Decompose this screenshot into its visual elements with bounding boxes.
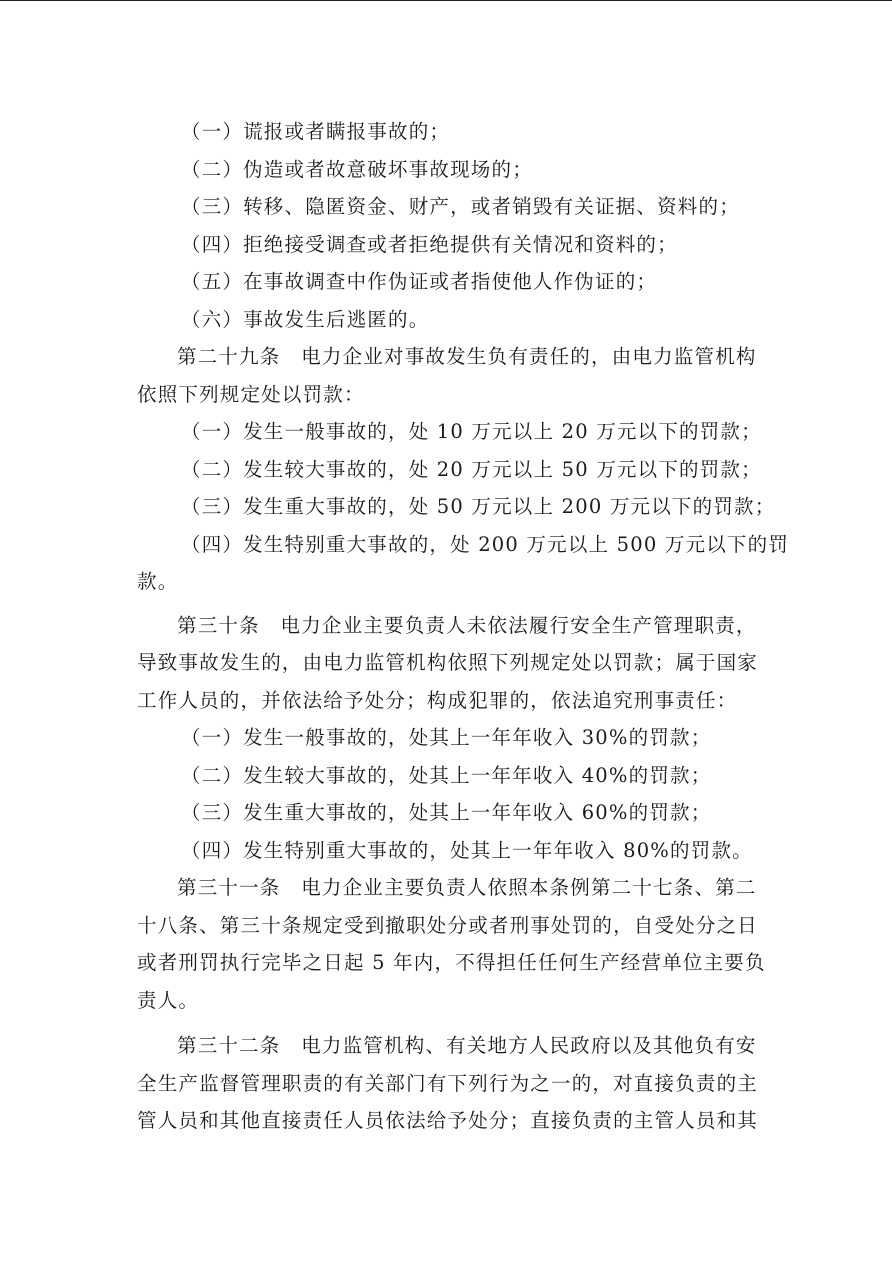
text-line: 十八条、第三十条规定受到撤职处分或者刑事处罚的，自受处分之日 [137, 913, 759, 937]
document-body [137, 113, 790, 1140]
text-line: （二）发生较大事故的，处其上一年年收入 40%的罚款； [181, 763, 712, 787]
text-line: （三）发生重大事故的，处其上一年年收入 60%的罚款； [181, 801, 712, 824]
text-line: （一）发生一般事故的，处其上一年年收入 30%的罚款； [181, 726, 712, 749]
text-line: （一）发生一般事故的，处 10 万元以上 20 万元以下的罚款； [181, 420, 762, 443]
text-line: 全生产监督管理职责的有关部门有下列行为之一的，对直接负责的主 [137, 1071, 759, 1095]
text-line: （五）在事故调查中作伪证或者指使他人作伪证的； [181, 270, 658, 293]
text-line: 责人。 [137, 988, 200, 1012]
article-29-heading-line: 第二十九条 电力企业对事故发生负有责任的，由电力监管机构 [177, 345, 757, 368]
text-line: 依照下列规定处以罚款： [137, 382, 365, 406]
text-line: 或者刑罚执行完毕之日起 5 年内，不得担任任何生产经营单位主要负 [137, 951, 766, 974]
text-line: （二）伪造或者故意破坏事故现场的； [181, 157, 533, 181]
text-line: （三）转移、隐匿资金、财产，或者销毁有关证据、资料的； [181, 195, 740, 218]
text-line: 工作人员的，并依法给予处分；构成犯罪的，依法追究刑事责任： [137, 688, 738, 712]
text-line: （一）谎报或者瞒报事故的； [181, 120, 451, 143]
text-line: （四）拒绝接受调查或者拒绝提供有关情况和资料的； [181, 232, 678, 256]
text-line: 导致事故发生的，由电力监管机构依照下列规定处以罚款；属于国家 [137, 651, 759, 674]
text-line: 款。 [137, 570, 179, 593]
text-line: 管人员和其他直接责任人员依法给予处分；直接负责的主管人员和其 [137, 1109, 759, 1132]
text-line: （六）事故发生后逃匿的。 [181, 307, 430, 331]
text-line: （二）发生较大事故的，处 20 万元以上 50 万元以下的罚款； [181, 457, 762, 481]
article-31-heading-line: 第三十一条 电力企业主要负责人依照本条例第二十七条、第二 [177, 876, 757, 899]
text-line: （四）发生特别重大事故的，处其上一年年收入 80%的罚款。 [181, 838, 753, 862]
text-line: （三）发生重大事故的，处 50 万元以上 200 万元以下的罚款； [181, 495, 776, 518]
article-32-heading-line: 第三十二条 电力监管机构、有关地方人民政府以及其他负有安 [177, 1034, 757, 1057]
article-30-heading-line: 第三十条 电力企业主要负责人未依法履行安全生产管理职责， [177, 613, 757, 637]
text-line: （四）发生特别重大事故的，处 200 万元以上 500 万元以下的罚 [181, 532, 790, 556]
